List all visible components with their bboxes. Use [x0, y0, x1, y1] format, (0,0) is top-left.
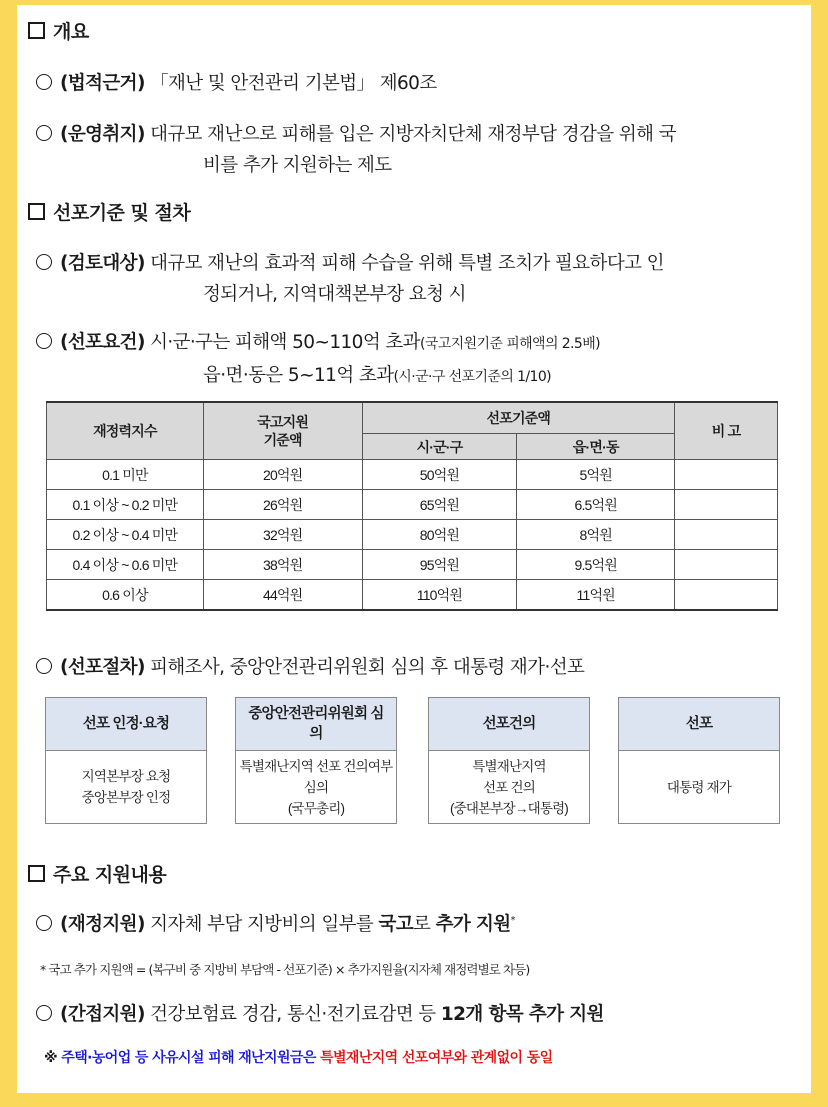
national-treasury-text: 국고 [378, 914, 414, 935]
reference-mark: ※ [44, 1050, 58, 1066]
col-header-national-base: 국고지원 기준액 [203, 402, 362, 460]
indirect-support-bold: 12개 항목 추가 지원 [440, 1004, 604, 1025]
cell-eupmyeondong: 6.5억원 [517, 490, 675, 520]
flow-step-title: 선포건의 [429, 698, 589, 751]
table-row [47, 580, 778, 611]
circle-bullet-icon [36, 254, 52, 270]
requirement-cont [203, 361, 551, 387]
flow-step-body: 대통령 재가 [666, 779, 732, 795]
purpose-label: (운영취지) [60, 124, 145, 145]
review-target-text: 대규모 재난의 효과적 피해 수습을 위해 특별 조치가 필요하다고 인 [150, 253, 664, 274]
reference-note-blue: 주택·농어업 등 사유시설 피해 재난지원금은 [61, 1050, 316, 1066]
cell-eupmyeondong: 11억원 [517, 580, 675, 611]
cell-remarks [675, 550, 778, 580]
declaration-criteria-table [46, 401, 778, 611]
requirement-note: (국고지원기준 피해액의 2.5배) [419, 336, 601, 352]
checkbox-square-icon [28, 865, 45, 882]
reference-note [44, 1047, 553, 1067]
cell-sigungu: 110억원 [362, 580, 517, 611]
flow-step-committee [235, 697, 397, 824]
procedure-text: 피해조사, 중앙안전관리위원회 심의 후 대통령 재가·선포 [150, 657, 585, 678]
footnote-star: * [510, 914, 515, 926]
table-row [47, 490, 778, 520]
legal-basis-text: 「재난 및 안전관리 기본법」 제60조 [150, 73, 437, 94]
section-support-heading [28, 860, 166, 887]
section-title: 주요 지원내용 [53, 864, 167, 886]
flow-step-title: 선포 [619, 698, 779, 751]
cell-remarks [675, 580, 778, 611]
circle-bullet-icon [36, 915, 52, 931]
flow-step-declaration [618, 697, 780, 824]
cell-fiscal-index: 0.1 이상 ~ 0.2 미만 [47, 490, 204, 520]
flow-step-title: 선포 인정·요청 [46, 698, 206, 751]
review-target-item [36, 249, 664, 275]
financial-support-footnote: * 국고 추가 지원액 = (복구비 중 지방비 부담액 - 선포기준) × 추가지원율(지자체 재정력별로 차등) [40, 962, 530, 977]
review-target-text-cont: 정되거나, 지역대책본부장 요청 시 [203, 284, 466, 305]
cell-eupmyeondong: 8억원 [517, 520, 675, 550]
requirement-item [36, 328, 600, 354]
cell-sigungu: 80억원 [362, 520, 517, 550]
checkbox-square-icon [28, 203, 45, 220]
cell-remarks [675, 490, 778, 520]
section-criteria-heading [28, 198, 190, 225]
section-overview-heading [28, 17, 89, 44]
procedure-label: (선포절차) [60, 657, 145, 678]
indirect-support-label: (간접지원) [60, 1004, 145, 1025]
document-page [17, 5, 811, 1093]
flow-step-request [45, 697, 207, 824]
requirement-text: 시·군·구는 피해액 50~110억 초과 [150, 332, 420, 353]
purpose-text: 대규모 재난으로 피해를 입은 지방자치단체 재정부담 경감을 위해 국 [150, 124, 676, 145]
circle-bullet-icon [36, 74, 52, 90]
procedure-item [36, 653, 584, 679]
checkbox-square-icon [28, 22, 45, 39]
table-row [47, 550, 778, 580]
financial-support-item [36, 910, 515, 936]
flow-step-body: 특별재난지역 선포 건의여부 심의 (국무총리) [239, 758, 393, 816]
financial-support-label: (재정지원) [60, 914, 145, 935]
cell-fiscal-index: 0.6 이상 [47, 580, 204, 611]
circle-bullet-icon [36, 125, 52, 141]
financial-support-particle: 로 [413, 914, 431, 935]
indirect-support-text: 건강보험료 경감, 통신·전기료감면 등 [150, 1004, 436, 1025]
section-title: 선포기준 및 절차 [53, 202, 191, 224]
legal-basis-label: (법적근거) [60, 73, 145, 94]
cell-sigungu: 50억원 [362, 460, 517, 490]
requirement-note-2: (시·군·구 선포기준의 1/10) [393, 369, 551, 385]
cell-remarks [675, 460, 778, 490]
legal-basis-item [36, 69, 437, 95]
col-header-sigungu: 시·군·구 [362, 434, 517, 460]
flow-step-body: 특별재난지역 선포 건의 (중대본부장→대통령) [449, 758, 569, 816]
section-title: 개요 [53, 21, 89, 43]
table-row [47, 460, 778, 490]
cell-national-base: 26억원 [203, 490, 362, 520]
purpose-text-cont: 비를 추가 지원하는 제도 [203, 155, 392, 176]
cell-national-base: 44억원 [203, 580, 362, 611]
cell-national-base: 20억원 [203, 460, 362, 490]
col-header-fiscal-index: 재정력지수 [47, 402, 204, 460]
cell-fiscal-index: 0.2 이상 ~ 0.4 미만 [47, 520, 204, 550]
cell-fiscal-index: 0.4 이상 ~ 0.6 미만 [47, 550, 204, 580]
cell-sigungu: 95억원 [362, 550, 517, 580]
col-header-eupmyeondong: 읍·면·동 [517, 434, 675, 460]
col-header-remarks: 비 고 [675, 402, 778, 460]
cell-fiscal-index: 0.1 미만 [47, 460, 204, 490]
cell-sigungu: 65억원 [362, 490, 517, 520]
reference-note-red: 특별재난지역 선포여부와 관계없이 동일 [320, 1050, 553, 1066]
cell-eupmyeondong: 9.5억원 [517, 550, 675, 580]
circle-bullet-icon [36, 1005, 52, 1021]
review-target-label: (검토대상) [60, 253, 145, 274]
flow-step-title: 중앙안전관리위원회 심의 [236, 698, 396, 751]
flow-step-body: 지역본부장 요청 중앙본부장 인정 [81, 769, 171, 805]
cell-eupmyeondong: 5억원 [517, 460, 675, 490]
purpose-item [36, 120, 676, 146]
indirect-support-item [36, 1000, 604, 1026]
requirement-text-2: 읍·면·동은 5~11억 초과 [203, 365, 394, 386]
flow-step-proposal [428, 697, 590, 824]
cell-national-base: 38억원 [203, 550, 362, 580]
financial-support-text: 지자체 부담 지방비의 일부를 [150, 914, 374, 935]
requirement-label: (선포요건) [60, 332, 145, 353]
col-header-declaration-criteria: 선포기준액 [362, 402, 675, 434]
table-row [47, 520, 778, 550]
cell-remarks [675, 520, 778, 550]
cell-national-base: 32억원 [203, 520, 362, 550]
circle-bullet-icon [36, 658, 52, 674]
circle-bullet-icon [36, 333, 52, 349]
additional-support-text: 추가 지원 [435, 914, 511, 935]
